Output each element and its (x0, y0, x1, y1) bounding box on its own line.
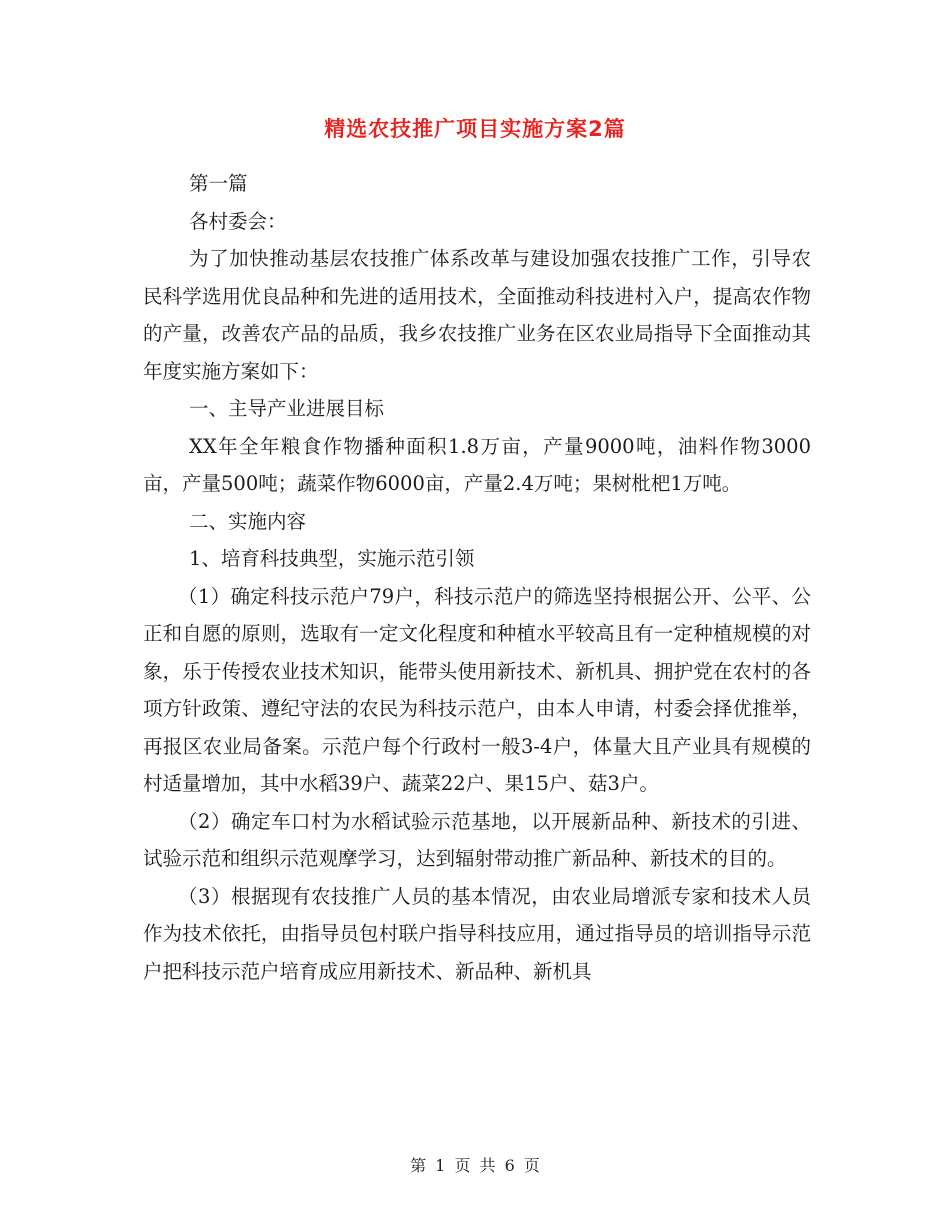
section-heading: 第一篇 (189, 172, 248, 195)
document-title: 精选农技推广项目实施方案2篇 (324, 117, 626, 141)
heading-goals: 一、主导产业进展目标 (189, 397, 385, 420)
salutation: 各村委会： (189, 209, 287, 233)
document-body (143, 165, 811, 990)
item-2-paragraph: （2）确定车口村为水稻试验示范基地，以开展新品种、新技术的引进、试验示范和组织示范观摩学习，达到辐射带动推广新品种、新技术的目的。 (143, 809, 811, 870)
subheading-1: 1、培育科技典型，实施示范引领 (189, 547, 475, 570)
item-1-paragraph: （1）确定科技示范户79户，科技示范户的筛选坚持根据公开、公平、公正和自愿的原则，选取有一定文化程度和种植水平较高且有一定种植规模的对象，乐于传授农业技术知识，能带头使用新技术、新机具、拥护党在农村的各项方针政策、遵纪守法的农民为科技示范户，由本人申请，村委会择优推举，再报区农业局备案。示范户每个行政村一般3-4户，体量大且产业具有规模的村适量增加，其中水稻39户、蔬菜22户、果15户、菇3户。 (143, 584, 811, 795)
intro-paragraph: 为了加快推动基层农技推广体系改革与建设加强农技推广工作，引导农民科学选用优良品种和先进的适用技术，全面推动科技进村入户，提高农作物的产量，改善农产品的品质，我乡农技推广业务在区农业局指导下全面推动其年度实施方案如下： (143, 247, 811, 383)
item-3-paragraph: （3）根据现有农技推广人员的基本情况，由农业局增派专家和技术人员作为技术依托，由指导员包村联户指导科技应用，通过指导员的培训指导示范户把科技示范户培育成应用新技术、新品种、新机具 (143, 884, 811, 983)
goals-paragraph: XX年全年粮食作物播种面积1.8万亩，产量9000吨，油料作物3000亩，产量500吨；蔬菜作物6000亩，产量2.4万吨；果树枇杷1万吨。 (143, 434, 811, 495)
page-footer: 第 1 页 共 6 页 (410, 1156, 540, 1175)
heading-content: 二、实施内容 (189, 509, 307, 533)
